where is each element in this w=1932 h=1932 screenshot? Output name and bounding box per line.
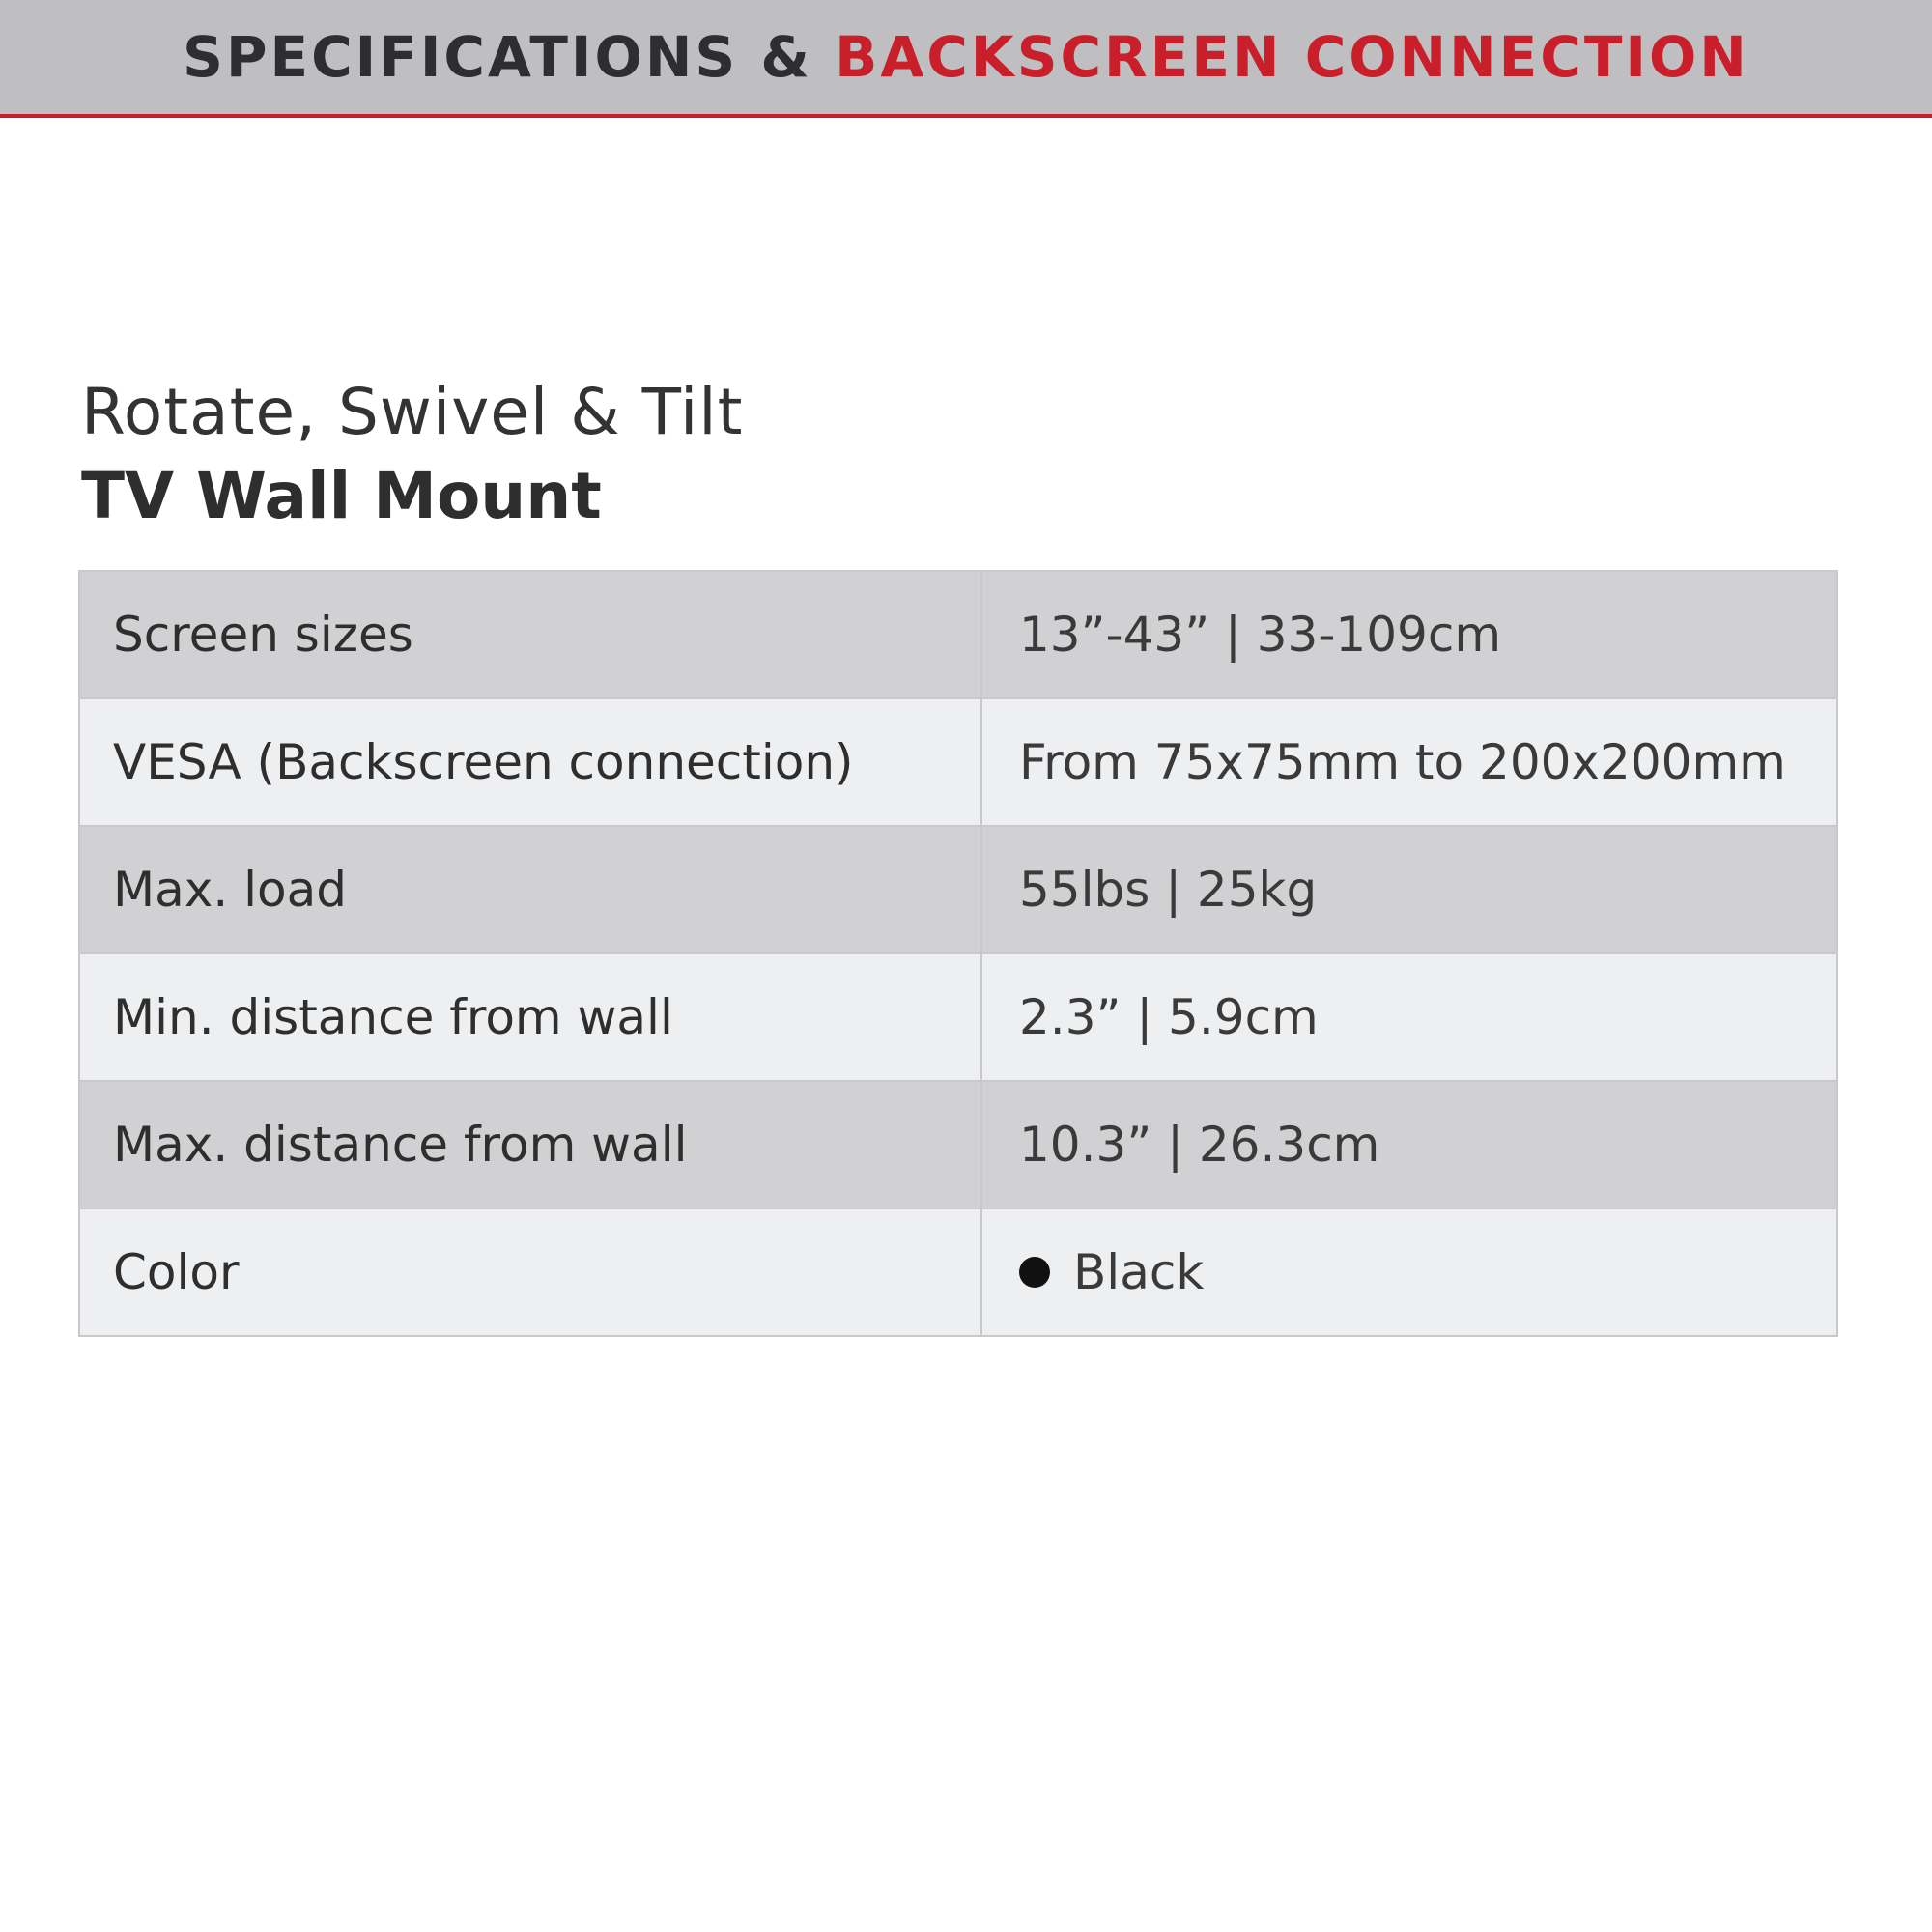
banner-title-part1: SPECIFICATIONS & (183, 24, 836, 90)
spec-value: 55lbs | 25kg (981, 826, 1837, 953)
spec-label: Screen sizes (79, 571, 981, 698)
product-subtitle: Rotate, Swivel & Tilt (81, 375, 744, 449)
color-swatch-icon (1019, 1257, 1050, 1288)
spec-label: Max. distance from wall (79, 1081, 981, 1208)
spec-value: 13”-43” | 33-109cm (981, 571, 1837, 698)
spec-row-screen-sizes (79, 571, 1837, 698)
spec-row-max-distance (79, 1081, 1837, 1208)
banner-title (183, 24, 1749, 90)
spec-row-vesa (79, 698, 1837, 826)
product-title: TV Wall Mount (81, 459, 602, 533)
specifications-table (78, 570, 1838, 1337)
spec-row-max-load (79, 826, 1837, 953)
spec-value: 2.3” | 5.9cm (981, 953, 1837, 1081)
spec-row-color (79, 1208, 1837, 1336)
spec-label: Min. distance from wall (79, 953, 981, 1081)
spec-value: 10.3” | 26.3cm (981, 1081, 1837, 1208)
product-heading (81, 372, 744, 540)
spec-value: From 75x75mm to 200x200mm (981, 698, 1837, 826)
spec-value-color (981, 1208, 1837, 1336)
color-value-text: Black (1073, 1244, 1205, 1300)
spec-row-min-distance (79, 953, 1837, 1081)
spec-label: VESA (Backscreen connection) (79, 698, 981, 826)
banner-title-part2: BACKSCREEN CONNECTION (835, 24, 1749, 90)
spec-label: Max. load (79, 826, 981, 953)
header-banner (0, 0, 1932, 118)
spec-label: Color (79, 1208, 981, 1336)
